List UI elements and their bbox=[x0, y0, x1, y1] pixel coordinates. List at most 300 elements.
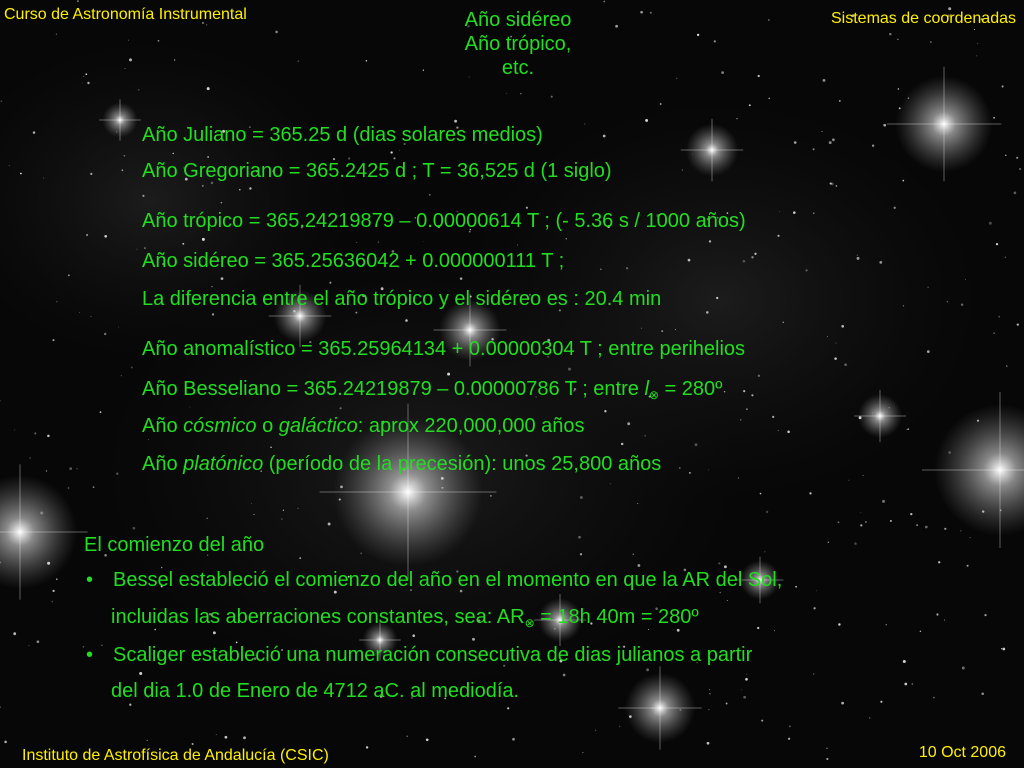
star bbox=[399, 150, 400, 151]
star bbox=[793, 211, 796, 214]
star bbox=[740, 419, 741, 420]
bessel-line-1: Bessel estableció el comienzo del año en el momento en que la AR del Sol, bbox=[113, 569, 783, 591]
star bbox=[93, 486, 95, 488]
star bbox=[745, 678, 748, 681]
sun-symbol-subscript: ⊗ bbox=[648, 388, 659, 402]
star bbox=[423, 241, 424, 242]
star bbox=[85, 73, 87, 75]
star bbox=[506, 93, 507, 94]
star bbox=[727, 600, 728, 601]
star bbox=[221, 202, 223, 204]
star bbox=[927, 286, 929, 288]
star bbox=[603, 135, 606, 138]
star bbox=[736, 118, 737, 119]
star bbox=[898, 88, 899, 89]
star bbox=[520, 93, 521, 94]
star bbox=[920, 631, 922, 633]
platonico-value: (período de la precesión): unos 25,800 años bbox=[263, 453, 662, 475]
star bbox=[813, 673, 814, 674]
star bbox=[726, 703, 728, 705]
star bbox=[894, 207, 896, 209]
line-ano-besseliano bbox=[142, 377, 722, 407]
star bbox=[841, 702, 844, 705]
star bbox=[621, 443, 623, 445]
star bbox=[823, 79, 826, 82]
star bbox=[746, 674, 747, 675]
star bbox=[52, 590, 54, 592]
cosmico-prefix: Año bbox=[142, 415, 184, 437]
star bbox=[1014, 192, 1017, 195]
star bbox=[689, 472, 691, 474]
star bbox=[1001, 648, 1002, 649]
star bbox=[206, 24, 207, 25]
star bbox=[582, 752, 583, 753]
star bbox=[56, 34, 57, 35]
star bbox=[751, 394, 753, 396]
star bbox=[426, 739, 429, 742]
star bbox=[903, 305, 904, 306]
star bbox=[133, 527, 136, 530]
star bbox=[202, 238, 205, 241]
star bbox=[904, 683, 907, 686]
star bbox=[682, 169, 683, 170]
star bbox=[125, 68, 126, 69]
star bbox=[766, 511, 768, 513]
star bbox=[90, 173, 92, 175]
star bbox=[844, 363, 847, 366]
star bbox=[916, 524, 918, 526]
star bbox=[709, 693, 710, 694]
star bbox=[743, 696, 746, 699]
star bbox=[839, 100, 841, 102]
star bbox=[890, 520, 892, 522]
star bbox=[714, 40, 716, 42]
star bbox=[4, 741, 7, 744]
cosmico-value: : aprox 220,000,000 años bbox=[357, 415, 585, 437]
star bbox=[366, 746, 368, 748]
star bbox=[993, 332, 995, 334]
star bbox=[998, 316, 1000, 318]
star bbox=[962, 667, 965, 670]
star bbox=[830, 183, 832, 185]
star bbox=[83, 646, 84, 647]
galactico-term: galáctico bbox=[278, 415, 358, 437]
sun-symbol-subscript: ⊗ bbox=[524, 616, 535, 630]
star bbox=[507, 707, 509, 709]
line-ano-anomalistico: Año anomalístico = 365.25964134 + 0.00000304 T ; entre perihelios bbox=[142, 338, 746, 360]
star bbox=[645, 119, 648, 122]
star bbox=[173, 153, 174, 154]
star bbox=[1006, 365, 1007, 366]
star bbox=[829, 141, 832, 144]
star bbox=[783, 322, 784, 323]
star bbox=[897, 39, 898, 40]
star bbox=[121, 375, 122, 376]
star bbox=[646, 668, 649, 671]
bullet-bessel: • bbox=[86, 569, 94, 591]
star bbox=[860, 512, 861, 513]
star bbox=[340, 407, 342, 409]
star bbox=[788, 738, 790, 740]
star bbox=[43, 177, 44, 178]
star bbox=[981, 692, 984, 695]
star bbox=[517, 244, 518, 245]
star bbox=[965, 279, 966, 280]
star bbox=[142, 195, 144, 197]
star bbox=[944, 528, 946, 530]
star bbox=[789, 725, 791, 727]
star bbox=[584, 123, 585, 124]
star bbox=[20, 173, 22, 175]
star bbox=[270, 446, 272, 448]
star bbox=[761, 720, 763, 722]
star bbox=[405, 319, 408, 322]
star bbox=[1005, 257, 1006, 258]
star bbox=[708, 709, 709, 710]
star bbox=[77, 0, 79, 2]
star bbox=[568, 368, 571, 371]
star bbox=[709, 689, 710, 690]
star bbox=[1019, 168, 1021, 170]
star bbox=[1002, 85, 1004, 87]
star bbox=[390, 151, 392, 153]
star bbox=[977, 43, 978, 44]
star bbox=[0, 400, 1, 401]
star bbox=[406, 736, 408, 738]
star bbox=[816, 590, 817, 591]
star bbox=[974, 29, 975, 30]
line-ano-gregoriano: Año Gregoriano = 365.2425 d ; T = 36,525 d (1 siglo) bbox=[142, 160, 612, 182]
star bbox=[47, 435, 50, 438]
star bbox=[147, 740, 148, 741]
star bbox=[1002, 648, 1005, 651]
star bbox=[944, 620, 945, 621]
star bbox=[697, 34, 699, 36]
star bbox=[883, 124, 886, 127]
star bbox=[91, 316, 92, 317]
star bbox=[251, 503, 252, 504]
star bbox=[33, 131, 35, 133]
star bbox=[860, 524, 862, 526]
star bbox=[880, 701, 882, 703]
star bbox=[857, 257, 860, 260]
star bbox=[930, 41, 932, 43]
star bbox=[129, 58, 132, 61]
star bbox=[366, 60, 368, 62]
star bbox=[34, 432, 36, 434]
star bbox=[281, 518, 283, 520]
bessel-line-2-value: = 18h 40m = 280º bbox=[534, 606, 699, 628]
star bbox=[640, 11, 643, 14]
star bbox=[68, 274, 70, 276]
star bbox=[708, 469, 709, 470]
star bbox=[212, 313, 214, 315]
star bbox=[927, 350, 930, 353]
star bbox=[741, 689, 742, 690]
star bbox=[207, 156, 209, 158]
comienzo-heading: El comienzo del año bbox=[84, 534, 265, 556]
star bbox=[754, 253, 756, 255]
header-section-title: Sistemas de coordenadas bbox=[831, 10, 1016, 27]
star bbox=[299, 557, 301, 559]
star bbox=[679, 467, 681, 469]
star bbox=[644, 435, 646, 437]
star bbox=[638, 564, 641, 567]
star bbox=[848, 480, 849, 481]
star bbox=[882, 500, 885, 503]
star bbox=[743, 260, 746, 263]
star bbox=[158, 40, 160, 42]
star bbox=[118, 327, 119, 328]
star bbox=[52, 601, 53, 602]
star bbox=[993, 117, 995, 119]
star bbox=[600, 269, 602, 271]
star bbox=[0, 706, 1, 707]
star bbox=[447, 373, 450, 376]
star bbox=[869, 717, 871, 719]
scaliger-line-2: del dia 1.0 de Enero de 4712 aC. al mediodía. bbox=[111, 680, 520, 702]
title-line-2: Año trópico, bbox=[464, 33, 572, 55]
star bbox=[355, 312, 357, 314]
star bbox=[56, 578, 58, 580]
star bbox=[857, 255, 858, 256]
star bbox=[936, 613, 938, 615]
line-ano-platonico bbox=[142, 452, 661, 476]
star bbox=[724, 391, 725, 392]
title-line-1: Año sidéreo bbox=[464, 9, 572, 31]
star bbox=[826, 748, 827, 749]
cosmico-conjunction: o bbox=[256, 415, 279, 437]
star bbox=[82, 83, 83, 84]
star bbox=[356, 242, 357, 243]
platonico-prefix: Año bbox=[142, 453, 184, 475]
star bbox=[976, 55, 977, 56]
star bbox=[378, 241, 380, 243]
star bbox=[104, 235, 107, 238]
star bbox=[938, 561, 940, 563]
star bbox=[69, 467, 72, 470]
star bbox=[174, 59, 175, 60]
star bbox=[661, 330, 663, 332]
star bbox=[835, 342, 836, 343]
star bbox=[832, 138, 835, 141]
star bbox=[706, 311, 709, 314]
star bbox=[13, 632, 16, 635]
star bbox=[52, 339, 54, 341]
star bbox=[675, 329, 676, 330]
star bbox=[633, 554, 634, 555]
slide-title bbox=[400, 8, 636, 80]
star bbox=[298, 508, 299, 509]
star bbox=[676, 78, 677, 79]
star bbox=[460, 277, 463, 280]
star bbox=[206, 518, 207, 519]
star bbox=[207, 87, 210, 90]
title-line-3: etc. bbox=[501, 57, 535, 79]
star bbox=[902, 180, 904, 182]
star bbox=[758, 75, 760, 77]
bessel-line-2-text: incluidas las aberraciones constantes, sea: AR bbox=[111, 606, 525, 628]
line-diferencia: La diferencia entre el año trópico y el sidéreo es : 20.4 min bbox=[142, 288, 662, 310]
star bbox=[243, 736, 246, 739]
star bbox=[834, 357, 837, 360]
star bbox=[695, 443, 698, 446]
star bbox=[777, 235, 779, 237]
star bbox=[989, 222, 992, 225]
star bbox=[512, 738, 515, 741]
line-ano-juliano: Año Juliano = 365.25 d (dias solares medios) bbox=[142, 124, 543, 146]
star bbox=[774, 630, 775, 631]
star bbox=[967, 565, 969, 567]
star bbox=[838, 623, 840, 625]
star bbox=[743, 390, 745, 392]
star bbox=[122, 169, 124, 171]
star bbox=[580, 496, 583, 499]
star bbox=[910, 513, 912, 515]
star bbox=[1016, 157, 1018, 159]
star bbox=[37, 640, 40, 643]
star bbox=[760, 493, 762, 495]
star bbox=[148, 439, 149, 440]
star bbox=[908, 428, 910, 430]
star bbox=[225, 736, 228, 739]
star bbox=[637, 503, 638, 504]
star bbox=[933, 697, 935, 699]
star bbox=[650, 12, 652, 14]
star bbox=[813, 148, 815, 150]
star bbox=[889, 33, 891, 35]
line-ano-cosmico bbox=[142, 414, 585, 438]
star bbox=[778, 430, 779, 431]
star bbox=[912, 683, 914, 685]
star bbox=[718, 562, 720, 564]
star bbox=[886, 624, 887, 625]
star bbox=[595, 730, 596, 731]
star bbox=[328, 523, 331, 526]
star bbox=[137, 249, 138, 250]
line-ano-sidereo: Año sidéreo = 365.25636042 + 0.000000111 T ; bbox=[142, 250, 565, 272]
bessel-line-2 bbox=[111, 605, 699, 635]
star bbox=[738, 477, 739, 478]
star bbox=[603, 1, 605, 3]
star bbox=[813, 212, 815, 214]
star bbox=[131, 367, 133, 369]
star bbox=[719, 592, 720, 593]
star bbox=[764, 551, 765, 552]
star bbox=[46, 470, 47, 471]
star bbox=[79, 312, 80, 313]
star bbox=[961, 304, 963, 306]
star bbox=[996, 243, 998, 245]
line-ano-tropico: Año trópico = 365.24219879 – 0.00000614 T ; (- 5.36 s / 1000 años) bbox=[142, 210, 746, 232]
star bbox=[124, 155, 126, 157]
star bbox=[563, 674, 566, 677]
star bbox=[749, 104, 751, 106]
star bbox=[627, 422, 630, 425]
platonico-term: platónico bbox=[183, 453, 264, 475]
star bbox=[660, 103, 662, 105]
star bbox=[688, 259, 691, 262]
star bbox=[76, 468, 77, 469]
star bbox=[129, 704, 131, 706]
bullet-scaliger: • bbox=[86, 644, 94, 666]
star bbox=[68, 487, 70, 489]
star bbox=[828, 542, 829, 543]
star bbox=[9, 165, 10, 166]
star bbox=[86, 234, 88, 236]
star bbox=[822, 131, 823, 132]
star bbox=[566, 238, 567, 239]
star bbox=[28, 645, 29, 646]
star bbox=[827, 336, 828, 337]
star bbox=[275, 31, 278, 34]
header-course-title: Curso de Astronomía Instrumental bbox=[4, 6, 247, 23]
star bbox=[139, 672, 142, 675]
star bbox=[610, 483, 611, 484]
star bbox=[626, 267, 628, 269]
star bbox=[794, 141, 797, 144]
star bbox=[758, 375, 760, 377]
star bbox=[329, 282, 331, 284]
star bbox=[580, 553, 582, 555]
star bbox=[474, 756, 476, 758]
star bbox=[56, 301, 57, 302]
star bbox=[925, 526, 928, 529]
star bbox=[826, 758, 828, 760]
star bbox=[551, 96, 553, 98]
star bbox=[216, 734, 217, 735]
star bbox=[721, 71, 724, 74]
star bbox=[239, 189, 241, 191]
star bbox=[779, 211, 780, 212]
besseliano-variable: l bbox=[644, 378, 649, 400]
scaliger-line-1: Scaliger estableció una numeración consecutiva de dias julianos a partir bbox=[113, 644, 753, 666]
cosmico-term: cósmico bbox=[183, 415, 257, 437]
star bbox=[746, 408, 748, 410]
star bbox=[29, 457, 30, 458]
star bbox=[970, 537, 971, 538]
star bbox=[83, 76, 84, 77]
star bbox=[104, 333, 106, 335]
star bbox=[709, 240, 711, 242]
star bbox=[283, 510, 284, 511]
star bbox=[619, 726, 620, 727]
star bbox=[707, 742, 710, 745]
star bbox=[854, 542, 857, 545]
star bbox=[138, 89, 140, 91]
star bbox=[903, 660, 906, 663]
star bbox=[906, 429, 907, 430]
star bbox=[0, 100, 2, 102]
footer-institution: Instituto de Astrofísica de Andalucía (CSIC) bbox=[22, 747, 329, 764]
star bbox=[813, 607, 815, 609]
star bbox=[772, 416, 774, 418]
star bbox=[768, 19, 769, 20]
star bbox=[472, 638, 475, 641]
star bbox=[297, 60, 298, 61]
star bbox=[863, 475, 864, 476]
star bbox=[578, 536, 581, 539]
star bbox=[787, 431, 790, 434]
star bbox=[984, 614, 986, 616]
besseliano-value: = 280º bbox=[658, 378, 723, 400]
star bbox=[947, 301, 948, 302]
star bbox=[795, 586, 797, 588]
star bbox=[872, 144, 874, 146]
star bbox=[1005, 155, 1006, 156]
star bbox=[960, 530, 961, 531]
star bbox=[14, 430, 15, 431]
